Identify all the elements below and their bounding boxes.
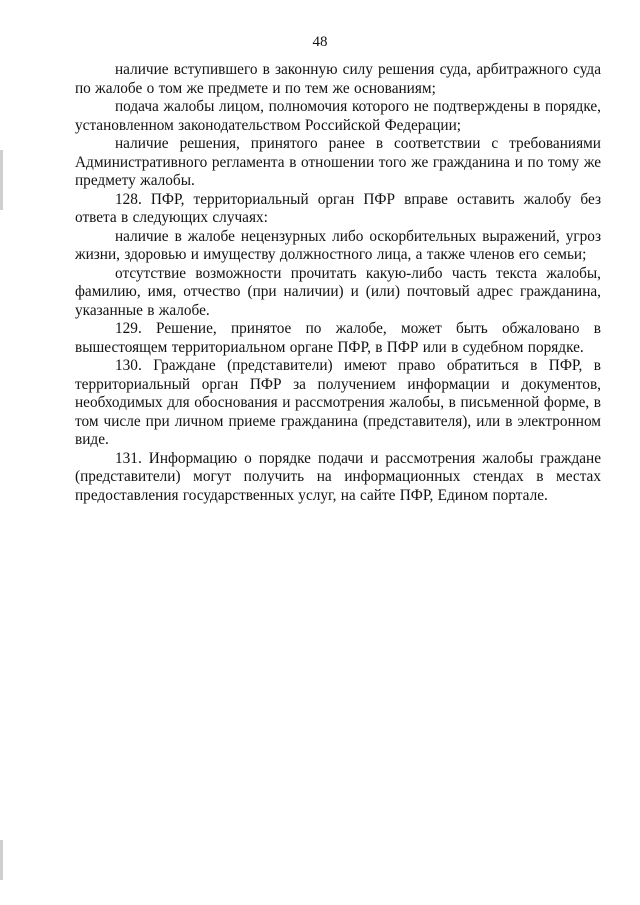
page-number: 48 (312, 34, 328, 50)
paragraph: 131. Информацию о порядке подачи и рассмотрения жалобы граждане (представители) могут получить на информационных стендах в местах предоставления государственных услуг, на сайте ПФР, Едином портале. (75, 449, 601, 504)
scan-edge-mark-top (0, 150, 3, 210)
paragraph: 129. Решение, принятое по жалобе, может быть обжаловано в вышестоящем территориальном органе ПФР, в ПФР или в судебном порядке. (75, 320, 601, 356)
paragraph: 130. Граждане (представители) имеют право обратиться в ПФР, в территориальный орган ПФР за получением информации и документов, необходимых для обоснования и рассмотрения жалобы, в письменной форме, в том числе при личном приеме гражданина (представителя), или в электронном виде. (75, 357, 601, 448)
paragraph: отсутствие возможности прочитать какую-либо часть текста жалобы, фамилию, имя, отчество (при наличии) и (или) почтовый адрес гражданина, указанные в жалобе. (75, 264, 601, 319)
paragraph: наличие решения, принятого ранее в соответствии с требованиями Административного регламента в отношении того же гражданина и по тому же предмету жалобы. (75, 135, 601, 189)
paragraph: наличие вступившего в законную силу решения суда, арбитражного суда по жалобе о том же предмете и по тем же основаниям; (75, 61, 601, 97)
paragraph: подача жалобы лицом, полномочия которого не подтверждены в порядке, установленном законодательством Российской Федерации; (75, 98, 601, 134)
paragraph: 128. ПФР, территориальный орган ПФР вправе оставить жалобу без ответа в следующих случаях: (75, 190, 601, 226)
scan-edge-mark-bottom (0, 840, 3, 880)
document-body (75, 61, 601, 505)
paragraph: наличие в жалобе нецензурных либо оскорбительных выражений, угроз жизни, здоровью и имуществу должностного лица, а также членов его семьи; (75, 227, 601, 263)
